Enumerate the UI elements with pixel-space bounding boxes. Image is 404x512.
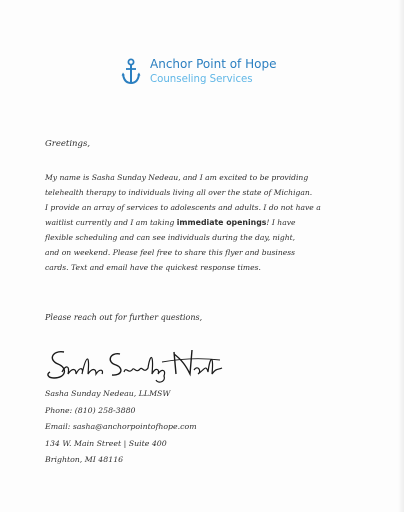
body-line: waitlist currently and I am taking xyxy=(45,218,177,227)
body-line: cards. Text and email have the quickest response times. xyxy=(45,263,261,272)
letter-greeting: Greetings, xyxy=(45,139,91,149)
body-line-suffix: ! I have xyxy=(266,218,296,227)
anchor-icon xyxy=(121,58,141,86)
contact-street: 134 W. Main Street | Suite 400 xyxy=(45,438,167,448)
contact-phone: Phone: (810) 258-3880 xyxy=(45,405,136,415)
page-edge xyxy=(398,0,404,512)
contact-block xyxy=(45,386,197,469)
brand-logo xyxy=(121,56,301,92)
body-line: telehealth therapy to individuals living all over the state of Michigan. xyxy=(45,188,313,197)
contact-email: Email: sasha@anchorpointofhope.com xyxy=(45,422,197,432)
body-line-with-emphasis xyxy=(45,215,375,230)
contact-city: Brighton, MI 48116 xyxy=(45,455,124,465)
brand-name: Anchor Point of Hope xyxy=(150,57,277,71)
immediate-openings-emphasis: immediate openings xyxy=(176,218,267,227)
body-line: and on weekend. Please feel free to share this flyer and business xyxy=(45,248,295,257)
body-line: My name is Sasha Sunday Nedeau, and I am excited to be providing xyxy=(45,173,309,182)
body-line: flexible scheduling and can see individuals during the day, night, xyxy=(45,233,296,242)
body-line: I provide an array of services to adolescents and adults. I do not have a xyxy=(45,203,321,212)
letter-body xyxy=(45,170,375,275)
contact-name: Sasha Sunday Nedeau, LLMSW xyxy=(45,389,171,398)
brand-subtitle: Counseling Services xyxy=(150,74,253,85)
handwritten-signature xyxy=(44,344,224,386)
letter-closing: Please reach out for further questions, xyxy=(45,313,203,322)
